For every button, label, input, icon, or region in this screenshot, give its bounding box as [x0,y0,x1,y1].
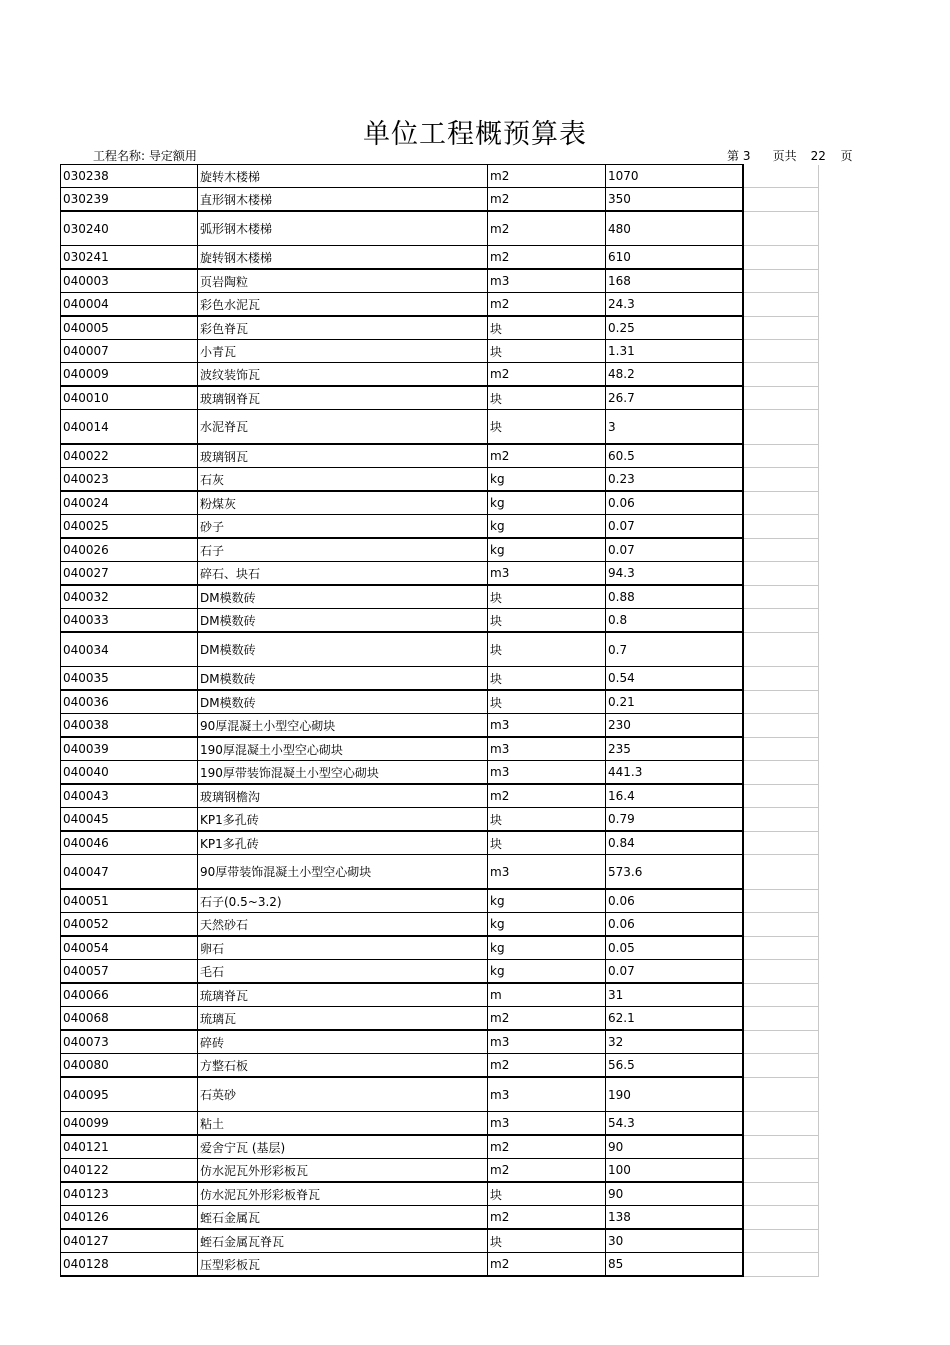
unit-cell: kg [488,889,606,913]
empty-cell [743,1182,819,1206]
empty-cell [743,714,819,738]
price-cell: 1.31 [606,340,743,363]
unit-cell: m2 [488,293,606,317]
empty-cell [743,936,819,960]
table-row [61,1135,819,1159]
unit-cell: m2 [488,363,606,387]
code-cell: 040047 [61,855,198,890]
price-cell: 85 [606,1253,743,1277]
price-cell: 60.5 [606,444,743,468]
table-row [61,1229,819,1253]
price-cell: 54.3 [606,1112,743,1136]
empty-cell [743,1135,819,1159]
page-total: 22 [810,149,826,163]
code-cell: 040023 [61,468,198,492]
name-cell: 粘土 [198,1112,488,1136]
empty-cell [743,784,819,808]
table-row [61,1159,819,1183]
price-cell: 610 [606,246,743,270]
name-cell: 彩色水泥瓦 [198,293,488,317]
name-cell: 波纹装饰瓦 [198,363,488,387]
name-cell: 碎石、块石 [198,562,488,586]
unit-cell: 块 [488,340,606,363]
name-cell: KP1多孔砖 [198,831,488,855]
unit-cell: kg [488,491,606,515]
empty-cell [743,363,819,387]
name-cell: DM模数砖 [198,609,488,633]
name-cell: 水泥脊瓦 [198,410,488,445]
empty-cell [743,737,819,761]
name-cell: 石灰 [198,468,488,492]
unit-cell: kg [488,960,606,984]
price-cell: 0.07 [606,960,743,984]
empty-cell [743,1007,819,1031]
empty-cell [743,761,819,785]
price-cell: 0.06 [606,913,743,937]
empty-cell [743,538,819,562]
price-cell: 62.1 [606,1007,743,1031]
empty-cell [743,491,819,515]
unit-cell: m2 [488,444,606,468]
price-table-body [61,165,819,1277]
unit-cell: kg [488,468,606,492]
table-row [61,714,819,738]
price-cell: 24.3 [606,293,743,317]
code-cell: 040007 [61,340,198,363]
name-cell: 粉煤灰 [198,491,488,515]
unit-cell: m2 [488,784,606,808]
price-cell: 3 [606,410,743,445]
code-cell: 040080 [61,1054,198,1078]
price-cell: 30 [606,1229,743,1253]
unit-cell: m3 [488,714,606,738]
name-cell: 玻璃钢檐沟 [198,784,488,808]
empty-cell [743,913,819,937]
name-cell: 石英砂 [198,1077,488,1112]
name-cell: 玻璃钢瓦 [198,444,488,468]
unit-cell: m3 [488,1077,606,1112]
unit-cell: m2 [488,1159,606,1183]
price-cell: 0.23 [606,468,743,492]
code-cell: 040010 [61,386,198,410]
price-cell: 16.4 [606,784,743,808]
unit-cell: 块 [488,667,606,691]
page-number: 3 [742,149,751,163]
price-cell: 94.3 [606,562,743,586]
empty-cell [743,1030,819,1054]
code-cell: 040034 [61,632,198,667]
code-cell: 040024 [61,491,198,515]
table-row [61,538,819,562]
name-cell: 蛭石金属瓦 [198,1206,488,1230]
table-row [61,585,819,609]
name-cell: 仿水泥瓦外形彩板脊瓦 [198,1182,488,1206]
empty-cell [743,386,819,410]
unit-cell: kg [488,538,606,562]
code-cell: 030240 [61,211,198,246]
price-cell: 0.54 [606,667,743,691]
unit-cell: m3 [488,761,606,785]
name-cell: 直形钢木楼梯 [198,188,488,212]
unit-cell: m3 [488,269,606,293]
name-cell: 彩色脊瓦 [198,316,488,340]
price-cell: 235 [606,737,743,761]
price-cell: 0.88 [606,585,743,609]
table-row [61,936,819,960]
code-cell: 040052 [61,913,198,937]
table-row [61,468,819,492]
code-cell: 040046 [61,831,198,855]
table-row [61,913,819,937]
price-cell: 0.05 [606,936,743,960]
table-row [61,515,819,539]
table-row [61,165,819,188]
price-cell: 0.84 [606,831,743,855]
price-cell: 56.5 [606,1054,743,1078]
name-cell: 卵石 [198,936,488,960]
unit-cell: 块 [488,410,606,445]
table-row [61,1077,819,1112]
table-row [61,1182,819,1206]
table-row [61,831,819,855]
unit-cell: kg [488,936,606,960]
name-cell: DM模数砖 [198,667,488,691]
name-cell: DM模数砖 [198,632,488,667]
empty-cell [743,1112,819,1136]
table-row [61,444,819,468]
code-cell: 040121 [61,1135,198,1159]
code-cell: 040127 [61,1229,198,1253]
unit-cell: 块 [488,690,606,714]
code-cell: 040025 [61,515,198,539]
page-counter [727,147,853,164]
table-row [61,1253,819,1277]
code-cell: 040035 [61,667,198,691]
code-cell: 040066 [61,983,198,1007]
price-table [60,164,819,1277]
empty-cell [743,632,819,667]
code-cell: 040004 [61,293,198,317]
table-row [61,690,819,714]
name-cell: 90厚带装饰混凝土小型空心砌块 [198,855,488,890]
empty-cell [743,831,819,855]
price-cell: 26.7 [606,386,743,410]
name-cell: DM模数砖 [198,585,488,609]
table-row [61,386,819,410]
price-cell: 32 [606,1030,743,1054]
unit-cell: 块 [488,632,606,667]
table-row [61,737,819,761]
code-cell: 040099 [61,1112,198,1136]
price-cell: 90 [606,1135,743,1159]
price-cell: 0.25 [606,316,743,340]
unit-cell: m2 [488,1007,606,1031]
unit-cell: m3 [488,855,606,890]
price-cell: 0.07 [606,515,743,539]
page-title: 单位工程概预算表 [363,119,587,150]
table-row [61,889,819,913]
price-cell: 100 [606,1159,743,1183]
unit-cell: 块 [488,609,606,633]
unit-cell: 块 [488,1229,606,1253]
code-cell: 040022 [61,444,198,468]
name-cell: 爱舍宁瓦 (基层) [198,1135,488,1159]
price-cell: 168 [606,269,743,293]
unit-cell: m2 [488,1253,606,1277]
code-cell: 040123 [61,1182,198,1206]
empty-cell [743,188,819,212]
name-cell: 仿水泥瓦外形彩板瓦 [198,1159,488,1183]
unit-cell: m2 [488,165,606,188]
unit-cell: 块 [488,585,606,609]
name-cell: 小青瓦 [198,340,488,363]
table-row [61,1007,819,1031]
name-cell: 压型彩板瓦 [198,1253,488,1277]
code-cell: 040073 [61,1030,198,1054]
empty-cell [743,165,819,188]
price-cell: 0.07 [606,538,743,562]
code-cell: 040003 [61,269,198,293]
code-cell: 040126 [61,1206,198,1230]
unit-cell: m [488,983,606,1007]
price-cell: 0.79 [606,808,743,832]
empty-cell [743,444,819,468]
empty-cell [743,690,819,714]
table-row [61,1112,819,1136]
unit-cell: kg [488,515,606,539]
price-cell: 31 [606,983,743,1007]
name-cell: 天然砂石 [198,913,488,937]
price-cell: 350 [606,188,743,212]
table-row [61,855,819,890]
empty-cell [743,410,819,445]
table-row [61,983,819,1007]
unit-cell: 块 [488,386,606,410]
price-cell: 138 [606,1206,743,1230]
name-cell: 碎砖 [198,1030,488,1054]
empty-cell [743,855,819,890]
price-cell: 230 [606,714,743,738]
code-cell: 030239 [61,188,198,212]
code-cell: 040039 [61,737,198,761]
code-cell: 040027 [61,562,198,586]
code-cell: 040043 [61,784,198,808]
name-cell: 蛭石金属瓦脊瓦 [198,1229,488,1253]
empty-cell [743,515,819,539]
name-cell: 页岩陶粒 [198,269,488,293]
unit-cell: m2 [488,211,606,246]
table-row [61,316,819,340]
price-cell: 0.8 [606,609,743,633]
table-row [61,808,819,832]
empty-cell [743,293,819,317]
page-prefix: 第 [727,149,740,163]
table-row [61,761,819,785]
name-cell: 玻璃钢脊瓦 [198,386,488,410]
table-row [61,211,819,246]
empty-cell [743,1206,819,1230]
code-cell: 040068 [61,1007,198,1031]
empty-cell [743,1253,819,1277]
unit-cell: 块 [488,316,606,340]
page-middle: 页共 [772,149,797,163]
table-row [61,246,819,270]
unit-cell: m2 [488,246,606,270]
table-row [61,188,819,212]
code-cell: 040040 [61,761,198,785]
table-row [61,667,819,691]
name-cell: 弧形钢木楼梯 [198,211,488,246]
empty-cell [743,889,819,913]
empty-cell [743,562,819,586]
name-cell: 190厚混凝土小型空心砌块 [198,737,488,761]
unit-cell: 块 [488,1182,606,1206]
name-cell: 方整石板 [198,1054,488,1078]
empty-cell [743,316,819,340]
empty-cell [743,808,819,832]
empty-cell [743,246,819,270]
table-row [61,340,819,363]
price-cell: 1070 [606,165,743,188]
unit-cell: m2 [488,1054,606,1078]
price-cell: 0.06 [606,889,743,913]
name-cell: 190厚带装饰混凝土小型空心砌块 [198,761,488,785]
price-cell: 480 [606,211,743,246]
table-row [61,293,819,317]
code-cell: 040057 [61,960,198,984]
unit-cell: m3 [488,562,606,586]
empty-cell [743,340,819,363]
empty-cell [743,1159,819,1183]
name-cell: 砂子 [198,515,488,539]
empty-cell [743,468,819,492]
name-cell: 旋转钢木楼梯 [198,246,488,270]
table-row [61,1030,819,1054]
empty-cell [743,1229,819,1253]
unit-cell: kg [488,913,606,937]
price-cell: 90 [606,1182,743,1206]
unit-cell: m3 [488,737,606,761]
name-cell: 石子(0.5~3.2) [198,889,488,913]
code-cell: 030238 [61,165,198,188]
page-suffix: 页 [840,149,853,163]
code-cell: 040036 [61,690,198,714]
code-cell: 040128 [61,1253,198,1277]
code-cell: 030241 [61,246,198,270]
name-cell: DM模数砖 [198,690,488,714]
price-cell: 573.6 [606,855,743,890]
table-row [61,609,819,633]
table-row [61,491,819,515]
unit-cell: m2 [488,188,606,212]
name-cell: 琉璃瓦 [198,1007,488,1031]
empty-cell [743,269,819,293]
table-row [61,363,819,387]
unit-cell: 块 [488,831,606,855]
price-cell: 441.3 [606,761,743,785]
table-row [61,1054,819,1078]
name-cell: 琉璃脊瓦 [198,983,488,1007]
price-cell: 0.21 [606,690,743,714]
table-row [61,269,819,293]
code-cell: 040054 [61,936,198,960]
project-name: 工程名称: 导定额用 [93,149,197,163]
table-row [61,410,819,445]
name-cell: 石子 [198,538,488,562]
table-row [61,960,819,984]
name-cell: 毛石 [198,960,488,984]
empty-cell [743,983,819,1007]
name-cell: 旋转木楼梯 [198,165,488,188]
table-row [61,784,819,808]
code-cell: 040033 [61,609,198,633]
unit-cell: m3 [488,1030,606,1054]
unit-cell: m2 [488,1135,606,1159]
code-cell: 040038 [61,714,198,738]
price-cell: 0.06 [606,491,743,515]
code-cell: 040026 [61,538,198,562]
code-cell: 040032 [61,585,198,609]
empty-cell [743,1054,819,1078]
name-cell: 90厚混凝土小型空心砌块 [198,714,488,738]
empty-cell [743,609,819,633]
name-cell: KP1多孔砖 [198,808,488,832]
empty-cell [743,960,819,984]
code-cell: 040009 [61,363,198,387]
unit-cell: 块 [488,808,606,832]
unit-cell: m2 [488,1206,606,1230]
price-cell: 0.7 [606,632,743,667]
empty-cell [743,1077,819,1112]
empty-cell [743,585,819,609]
unit-cell: m3 [488,1112,606,1136]
empty-cell [743,667,819,691]
price-cell: 190 [606,1077,743,1112]
code-cell: 040122 [61,1159,198,1183]
table-row [61,562,819,586]
code-cell: 040014 [61,410,198,445]
code-cell: 040095 [61,1077,198,1112]
empty-cell [743,211,819,246]
table-row [61,1206,819,1230]
code-cell: 040005 [61,316,198,340]
price-cell: 48.2 [606,363,743,387]
table-row [61,632,819,667]
code-cell: 040045 [61,808,198,832]
code-cell: 040051 [61,889,198,913]
